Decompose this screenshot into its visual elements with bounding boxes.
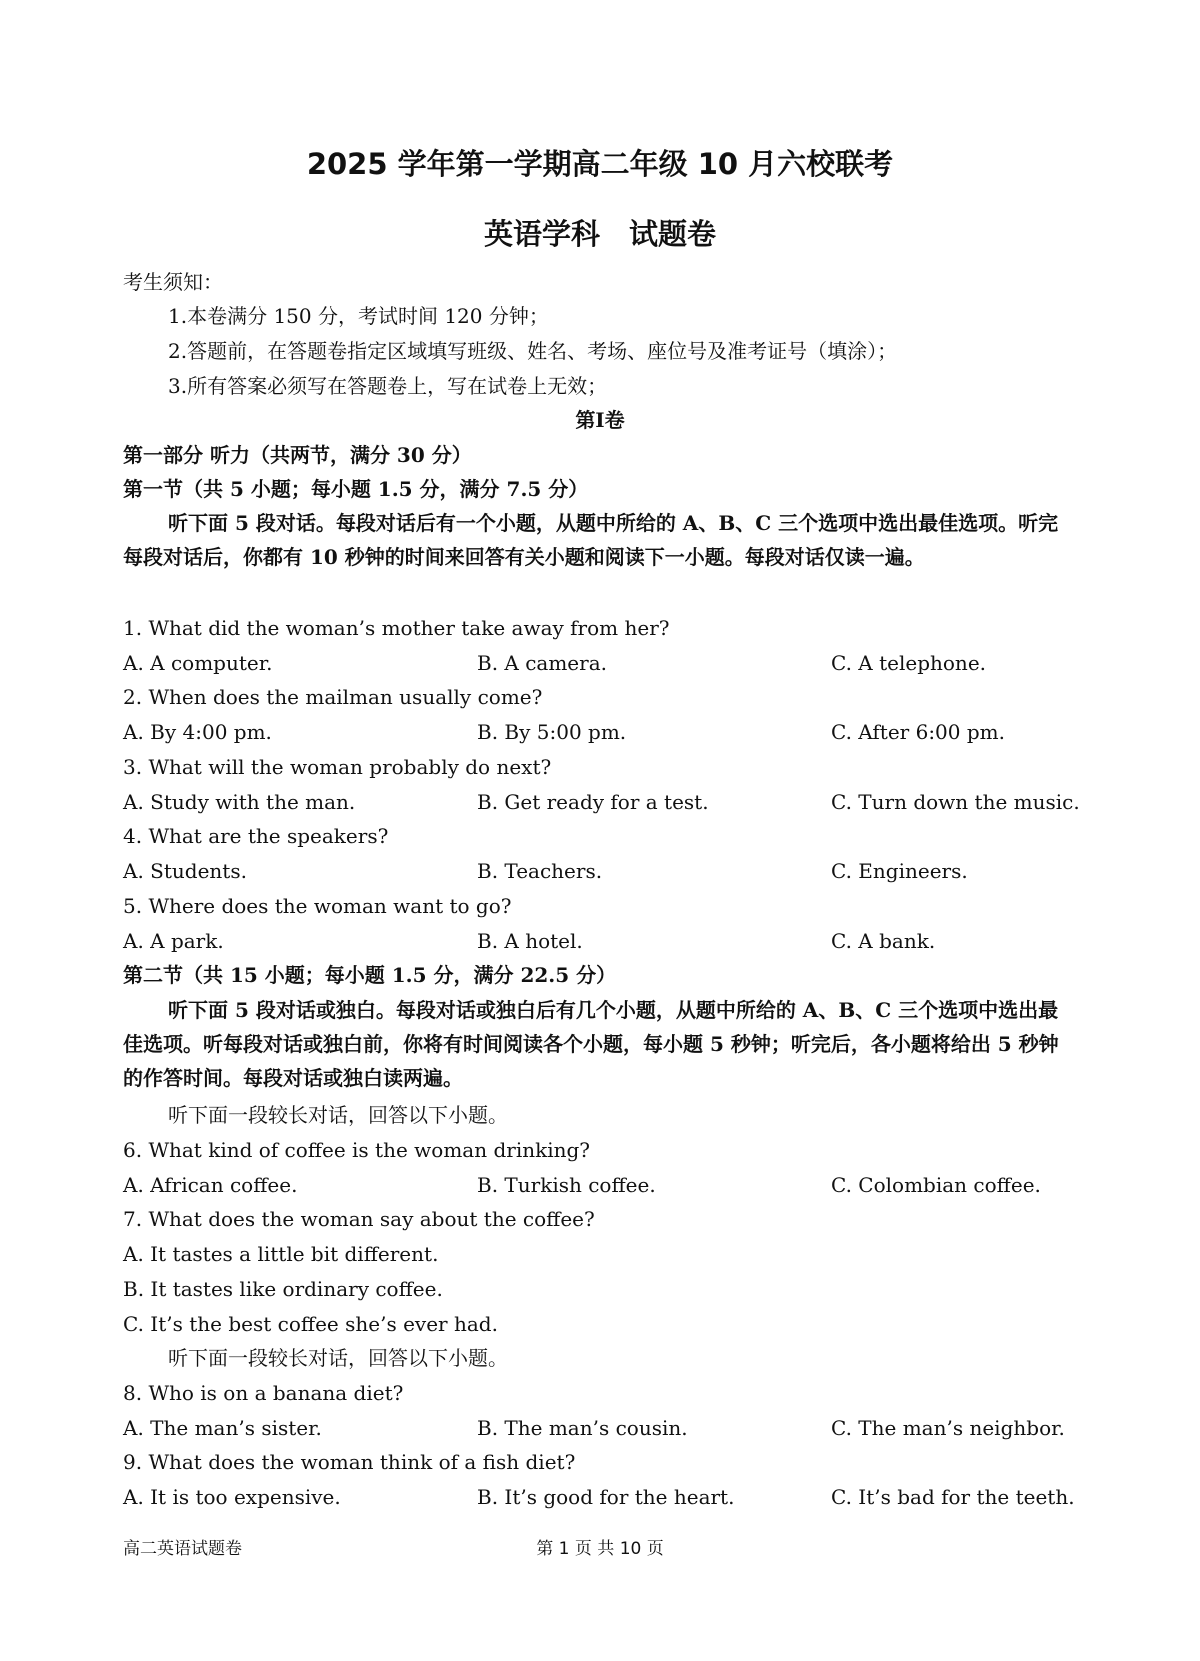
option-c: C. It’s bad for the teeth. <box>831 1485 1075 1509</box>
option-a: A. Students. <box>123 859 247 883</box>
question-text: 6. What kind of coffee is the woman drinking? <box>123 1138 591 1162</box>
option-b: B. The man’s cousin. <box>477 1416 688 1440</box>
option-b: B. By 5:00 pm. <box>477 720 627 744</box>
option-a: A. Study with the man. <box>123 790 356 814</box>
notice-item: 3.所有答案必须写在答题卷上，写在试卷上无效； <box>168 374 608 398</box>
option-b: B. Get ready for a test. <box>477 790 709 814</box>
section-instructions: 听下面 5 段对话或独白。每段对话或独白后有几个小题，从题中所给的 A、B、C 三个选项中选出最佳选项。听每段对话或独白前，你将有时间阅读各个小题，每小题 5 秒钟；听完后，各小题将给出 5 秒钟的作答时间。每段对话或独白读两遍。 <box>123 998 1059 1090</box>
question-text: 4. What are the speakers? <box>123 824 389 848</box>
option-c: C. The man’s neighbor. <box>831 1416 1065 1440</box>
option-c: C. Turn down the music. <box>831 790 1080 814</box>
option-a: A. A park. <box>123 929 224 953</box>
option-a: A. It tastes a little bit different. <box>123 1242 439 1266</box>
option-c: C. Engineers. <box>831 859 968 883</box>
sub-instruction: 听下面一段较长对话，回答以下小题。 <box>168 1346 508 1370</box>
question-text: 1. What did the woman’s mother take away from her? <box>123 616 670 640</box>
notice-item: 1.本卷满分 150 分，考试时间 120 分钟； <box>168 304 549 328</box>
option-c: C. After 6:00 pm. <box>831 720 1005 744</box>
footer-title: 高二英语试题卷 <box>123 1539 242 1559</box>
section-heading: 第一节（共 5 小题；每小题 1.5 分，满分 7.5 分） <box>123 477 589 501</box>
option-b: B. Teachers. <box>477 859 603 883</box>
exam-title: 2025 学年第一学期高二年级 10 月六校联考 <box>306 147 894 181</box>
question-text: 3. What will the woman probably do next? <box>123 755 552 779</box>
section-instructions: 听下面 5 段对话。每段对话后有一个小题，从题中所给的 A、B、C 三个选项中选出最佳选项。听完每段对话后，你都有 10 秒钟的时间来回答有关小题和阅读下一小题。每段对话仅读一遍。 <box>123 511 1059 569</box>
option-a: A. It is too expensive. <box>123 1485 341 1509</box>
question-text: 5. Where does the woman want to go? <box>123 894 512 918</box>
option-c: C. It’s the best coffee she’s ever had. <box>123 1312 498 1336</box>
question-text: 9. What does the woman think of a fish diet? <box>123 1450 576 1474</box>
option-b: B. A hotel. <box>477 929 583 953</box>
option-b: B. It tastes like ordinary coffee. <box>123 1277 443 1301</box>
part-heading: 第一部分 听力（共两节，满分 30 分） <box>123 443 472 467</box>
notice-heading: 考生须知： <box>123 270 223 294</box>
question-text: 2. When does the mailman usually come? <box>123 685 543 709</box>
option-a: A. The man’s sister. <box>123 1416 322 1440</box>
volume-label: 第I卷 <box>575 408 625 432</box>
question-text: 7. What does the woman say about the coffee? <box>123 1207 595 1231</box>
section-heading: 第二节（共 15 小题；每小题 1.5 分，满分 22.5 分） <box>123 963 617 987</box>
notice-item: 2.答题前，在答题卷指定区域填写班级、姓名、考场、座位号及准考证号（填涂）； <box>168 339 898 363</box>
exam-subtitle: 英语学科 试题卷 <box>483 217 716 251</box>
sub-instruction: 听下面一段较长对话，回答以下小题。 <box>168 1103 508 1127</box>
option-c: C. Colombian coffee. <box>831 1173 1041 1197</box>
option-a: A. By 4:00 pm. <box>123 720 272 744</box>
question-text: 8. Who is on a banana diet? <box>123 1381 404 1405</box>
page-number: 第 1 页 共 10 页 <box>536 1539 664 1559</box>
option-b: B. It’s good for the heart. <box>477 1485 735 1509</box>
option-a: A. African coffee. <box>123 1173 298 1197</box>
option-a: A. A computer. <box>123 651 273 675</box>
option-b: B. Turkish coffee. <box>477 1173 656 1197</box>
option-c: C. A bank. <box>831 929 936 953</box>
option-b: B. A camera. <box>477 651 607 675</box>
option-c: C. A telephone. <box>831 651 987 675</box>
